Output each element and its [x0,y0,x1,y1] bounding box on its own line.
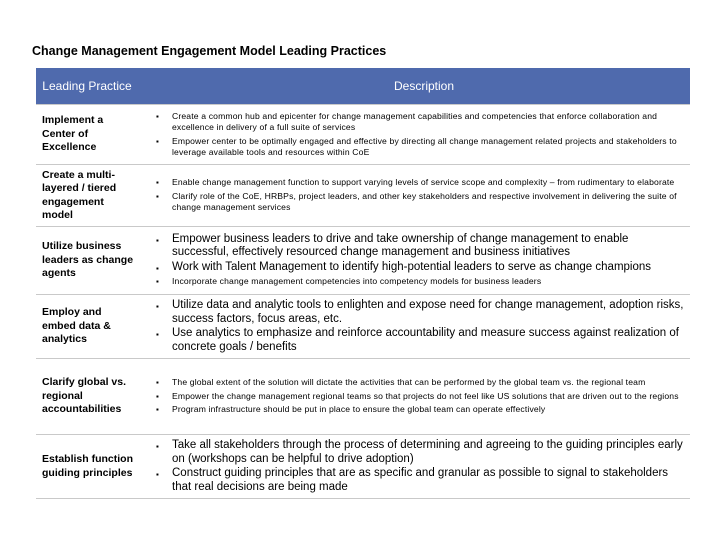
square-bullet-icon: ▪ [156,442,159,451]
description-bullet-text: Program infrastructure should be put in place to ensure the global team can operate effectively [172,404,546,415]
description-bullet [146,467,684,494]
square-bullet-icon: ▪ [156,235,159,245]
description-bullet-text: Construct guiding principles that are as specific and granular as possible to signal to stakeholders that real decisions are being made [172,467,669,493]
description-cell [138,227,690,295]
description-cell [138,105,690,165]
square-bullet-icon: ▪ [156,178,159,188]
description-cell [138,165,690,227]
table-row [36,359,690,435]
header-leading-practice: Leading Practice [36,68,138,105]
description-bullet [146,327,684,354]
description-cell [138,295,690,359]
table-header-row [36,68,690,105]
square-bullet-icon: ▪ [156,330,159,339]
description-bullet [146,261,684,275]
table-row [36,105,690,165]
leading-practice-cell: Employ and embed data & analytics [36,295,138,359]
leading-practice-cell: Clarify global vs. regional accountabilities [36,359,138,435]
description-bullet-text: The global extent of the solution will dictate the activities that can be performed by the global team vs. the regional team [172,377,646,388]
description-bullet-list [146,111,684,159]
description-bullet-text: Incorporate change management competencies into competency models for business leaders [172,276,542,286]
description-bullet-text: Take all stakeholders through the process of determining and agreeing to the guiding principles early on (workshops can be helpful to drive adoption) [172,439,683,465]
leading-practice-cell: Establish function guiding principles [36,435,138,499]
description-bullet-text: Enable change management function to support varying levels of service scope and complexity – from rudimentary to elaborate [172,177,675,188]
leading-practices-table [36,68,690,499]
description-bullet-text: Clarify role of the CoE, HRBPs, project leaders, and other key stakeholders and respective involvement in delivering the suite of change management services [172,190,677,213]
description-bullet [146,276,684,288]
description-bullet [146,404,684,416]
description-bullet-text: Empower center to be optimally engaged and effective by directing all change management related projects and stakeholders to leverage available tools and resources within CoE [172,135,677,157]
description-cell [138,359,690,435]
description-bullet [146,111,684,134]
description-cell [138,435,690,499]
description-bullet [146,136,684,159]
square-bullet-icon: ▪ [156,391,159,401]
description-bullet-list [146,177,684,214]
header-description: Description [138,68,690,105]
description-bullet-list [146,299,684,354]
square-bullet-icon: ▪ [156,277,159,286]
leading-practice-cell: Utilize business leaders as change agents [36,227,138,295]
leading-practice-cell: Create a multi-layered / tiered engagement model [36,165,138,227]
square-bullet-icon: ▪ [156,470,159,479]
description-bullet [146,439,684,466]
description-bullet [146,177,684,189]
description-bullet-list [146,377,684,416]
description-bullet-text: Work with Talent Management to identify high-potential leaders to serve as change champions [172,260,652,273]
description-bullet [146,191,684,214]
page-title: Change Management Engagement Model Leading Practices [32,44,387,58]
square-bullet-icon: ▪ [156,378,159,388]
description-bullet [146,299,684,326]
description-bullet-list [146,439,684,494]
description-bullet [146,391,684,403]
description-bullet-text: Empower the change management regional teams so that projects do not feel like US solutions that are driven out to the regions [172,390,679,401]
table-row [36,435,690,499]
description-bullet [146,377,684,389]
description-bullet-list [146,233,684,288]
square-bullet-icon: ▪ [156,302,159,311]
description-bullet-text: Utilize data and analytic tools to enlighten and expose need for change management, adoption risks, success factors, focus areas, etc. [172,299,684,325]
description-bullet-text: Use analytics to emphasize and reinforce accountability and measure success against realization of concrete goals / benefits [172,327,679,353]
table-row [36,227,690,295]
description-bullet [146,233,684,260]
square-bullet-icon: ▪ [156,405,159,415]
description-bullet-text: Empower business leaders to drive and take ownership of change management to enable successful, effectively resourced change management and business initiatives [172,232,629,258]
square-bullet-icon: ▪ [156,111,159,121]
table-row [36,165,690,227]
leading-practice-cell: Implement a Center of Excellence [36,105,138,165]
table-row [36,295,690,359]
square-bullet-icon: ▪ [156,191,159,201]
square-bullet-icon: ▪ [156,263,159,273]
square-bullet-icon: ▪ [156,136,159,146]
description-bullet-text: Create a common hub and epicenter for change management capabilities and competencies that enforce collaboration and excellence in delivery of a full suite of services [172,110,658,132]
